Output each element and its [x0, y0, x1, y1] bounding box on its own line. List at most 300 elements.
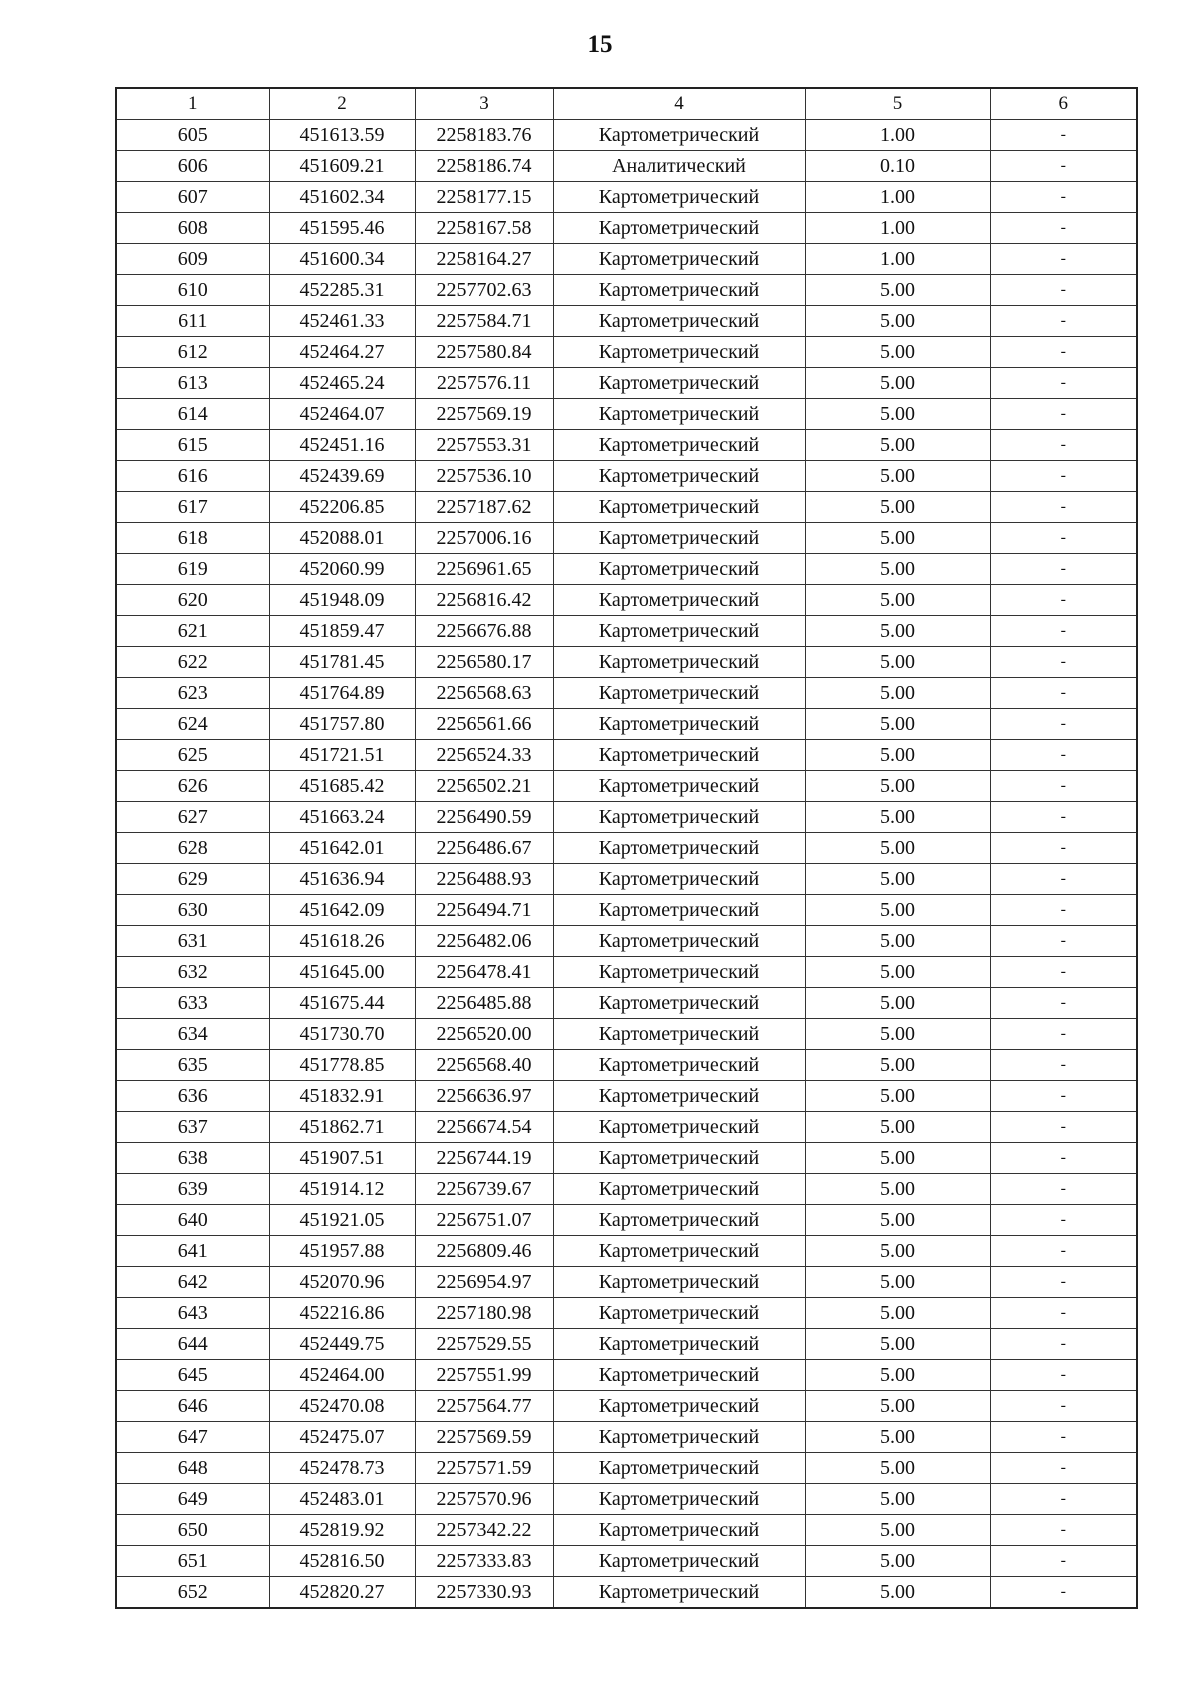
point-number-cell: 642 [116, 1267, 269, 1298]
table-row [116, 771, 1137, 802]
table-row [116, 523, 1137, 554]
note-cell: - [990, 926, 1137, 957]
table-row [116, 647, 1137, 678]
point-number-cell: 619 [116, 554, 269, 585]
method-cell: Картометрический [553, 1174, 805, 1205]
x-coordinate-cell: 451778.85 [269, 1050, 415, 1081]
table-row [116, 368, 1137, 399]
y-coordinate-cell: 2256580.17 [415, 647, 553, 678]
accuracy-cell: 5.00 [805, 616, 990, 647]
x-coordinate-cell: 452483.01 [269, 1484, 415, 1515]
method-cell: Картометрический [553, 1205, 805, 1236]
x-coordinate-cell: 451636.94 [269, 864, 415, 895]
x-coordinate-cell: 451957.88 [269, 1236, 415, 1267]
point-number-cell: 612 [116, 337, 269, 368]
method-cell: Картометрический [553, 1081, 805, 1112]
y-coordinate-cell: 2257569.59 [415, 1422, 553, 1453]
table-row [116, 1112, 1137, 1143]
x-coordinate-cell: 452206.85 [269, 492, 415, 523]
table-row [116, 678, 1137, 709]
accuracy-cell: 5.00 [805, 740, 990, 771]
accuracy-cell: 5.00 [805, 709, 990, 740]
note-cell: - [990, 1546, 1137, 1577]
y-coordinate-cell: 2256482.06 [415, 926, 553, 957]
method-cell: Картометрический [553, 1360, 805, 1391]
y-coordinate-cell: 2257580.84 [415, 337, 553, 368]
method-cell: Картометрический [553, 647, 805, 678]
method-cell: Картометрический [553, 1143, 805, 1174]
method-cell: Картометрический [553, 399, 805, 430]
table-row [116, 120, 1137, 151]
y-coordinate-cell: 2257006.16 [415, 523, 553, 554]
x-coordinate-cell: 452088.01 [269, 523, 415, 554]
method-cell: Картометрический [553, 709, 805, 740]
point-number-cell: 611 [116, 306, 269, 337]
point-number-cell: 637 [116, 1112, 269, 1143]
point-number-cell: 650 [116, 1515, 269, 1546]
x-coordinate-cell: 451757.80 [269, 709, 415, 740]
point-number-cell: 641 [116, 1236, 269, 1267]
method-cell: Картометрический [553, 337, 805, 368]
y-coordinate-cell: 2258164.27 [415, 244, 553, 275]
y-coordinate-cell: 2256568.40 [415, 1050, 553, 1081]
point-number-cell: 633 [116, 988, 269, 1019]
note-cell: - [990, 492, 1137, 523]
table-row [116, 492, 1137, 523]
x-coordinate-cell: 451721.51 [269, 740, 415, 771]
table-row [116, 1205, 1137, 1236]
point-number-cell: 618 [116, 523, 269, 554]
note-cell: - [990, 864, 1137, 895]
point-number-cell: 649 [116, 1484, 269, 1515]
accuracy-cell: 5.00 [805, 337, 990, 368]
point-number-cell: 614 [116, 399, 269, 430]
note-cell: - [990, 306, 1137, 337]
method-cell: Картометрический [553, 926, 805, 957]
accuracy-cell: 5.00 [805, 1484, 990, 1515]
x-coordinate-cell: 451602.34 [269, 182, 415, 213]
point-number-cell: 634 [116, 1019, 269, 1050]
note-cell: - [990, 1236, 1137, 1267]
y-coordinate-cell: 2256751.07 [415, 1205, 553, 1236]
note-cell: - [990, 740, 1137, 771]
point-number-cell: 647 [116, 1422, 269, 1453]
table-row [116, 213, 1137, 244]
table-row [116, 709, 1137, 740]
note-cell: - [990, 647, 1137, 678]
method-cell: Картометрический [553, 988, 805, 1019]
point-number-cell: 640 [116, 1205, 269, 1236]
x-coordinate-cell: 451948.09 [269, 585, 415, 616]
x-coordinate-cell: 451618.26 [269, 926, 415, 957]
method-cell: Картометрический [553, 1546, 805, 1577]
y-coordinate-cell: 2257551.99 [415, 1360, 553, 1391]
x-coordinate-cell: 451609.21 [269, 151, 415, 182]
y-coordinate-cell: 2257702.63 [415, 275, 553, 306]
y-coordinate-cell: 2257584.71 [415, 306, 553, 337]
table-row [116, 926, 1137, 957]
method-cell: Картометрический [553, 554, 805, 585]
method-cell: Картометрический [553, 492, 805, 523]
y-coordinate-cell: 2256494.71 [415, 895, 553, 926]
accuracy-cell: 5.00 [805, 895, 990, 926]
accuracy-cell: 5.00 [805, 988, 990, 1019]
note-cell: - [990, 1267, 1137, 1298]
accuracy-cell: 5.00 [805, 1298, 990, 1329]
note-cell: - [990, 957, 1137, 988]
table-row [116, 833, 1137, 864]
table-row [116, 1298, 1137, 1329]
point-number-cell: 651 [116, 1546, 269, 1577]
x-coordinate-cell: 452439.69 [269, 461, 415, 492]
point-number-cell: 609 [116, 244, 269, 275]
point-number-cell: 625 [116, 740, 269, 771]
header-col-6: 6 [990, 88, 1137, 120]
note-cell: - [990, 1112, 1137, 1143]
point-number-cell: 631 [116, 926, 269, 957]
accuracy-cell: 5.00 [805, 864, 990, 895]
method-cell: Картометрический [553, 895, 805, 926]
y-coordinate-cell: 2257569.19 [415, 399, 553, 430]
header-col-2: 2 [269, 88, 415, 120]
x-coordinate-cell: 452464.00 [269, 1360, 415, 1391]
x-coordinate-cell: 452465.24 [269, 368, 415, 399]
table-row [116, 957, 1137, 988]
accuracy-cell: 5.00 [805, 430, 990, 461]
accuracy-cell: 5.00 [805, 1577, 990, 1609]
method-cell: Картометрический [553, 1391, 805, 1422]
note-cell: - [990, 244, 1137, 275]
note-cell: - [990, 399, 1137, 430]
table-row [116, 802, 1137, 833]
x-coordinate-cell: 452478.73 [269, 1453, 415, 1484]
x-coordinate-cell: 452475.07 [269, 1422, 415, 1453]
accuracy-cell: 1.00 [805, 120, 990, 151]
method-cell: Картометрический [553, 802, 805, 833]
method-cell: Картометрический [553, 275, 805, 306]
note-cell: - [990, 368, 1137, 399]
table-row [116, 1019, 1137, 1050]
y-coordinate-cell: 2257529.55 [415, 1329, 553, 1360]
table-row [116, 1050, 1137, 1081]
table-row [116, 1360, 1137, 1391]
x-coordinate-cell: 451764.89 [269, 678, 415, 709]
y-coordinate-cell: 2256561.66 [415, 709, 553, 740]
point-number-cell: 644 [116, 1329, 269, 1360]
point-number-cell: 652 [116, 1577, 269, 1609]
method-cell: Картометрический [553, 1019, 805, 1050]
method-cell: Картометрический [553, 1453, 805, 1484]
x-coordinate-cell: 451914.12 [269, 1174, 415, 1205]
y-coordinate-cell: 2256568.63 [415, 678, 553, 709]
point-number-cell: 646 [116, 1391, 269, 1422]
table-row [116, 616, 1137, 647]
accuracy-cell: 5.00 [805, 1453, 990, 1484]
y-coordinate-cell: 2256502.21 [415, 771, 553, 802]
table-row [116, 1267, 1137, 1298]
method-cell: Картометрический [553, 616, 805, 647]
note-cell: - [990, 1205, 1137, 1236]
point-number-cell: 607 [116, 182, 269, 213]
x-coordinate-cell: 451642.09 [269, 895, 415, 926]
table-row [116, 244, 1137, 275]
method-cell: Картометрический [553, 244, 805, 275]
x-coordinate-cell: 451595.46 [269, 213, 415, 244]
table-row [116, 988, 1137, 1019]
point-number-cell: 628 [116, 833, 269, 864]
note-cell: - [990, 213, 1137, 244]
accuracy-cell: 5.00 [805, 554, 990, 585]
point-number-cell: 617 [116, 492, 269, 523]
table-row [116, 306, 1137, 337]
y-coordinate-cell: 2258177.15 [415, 182, 553, 213]
point-number-cell: 643 [116, 1298, 269, 1329]
method-cell: Картометрический [553, 957, 805, 988]
x-coordinate-cell: 451663.24 [269, 802, 415, 833]
y-coordinate-cell: 2257571.59 [415, 1453, 553, 1484]
table-row [116, 1577, 1137, 1609]
accuracy-cell: 5.00 [805, 368, 990, 399]
point-number-cell: 639 [116, 1174, 269, 1205]
accuracy-cell: 5.00 [805, 1546, 990, 1577]
method-cell: Картометрический [553, 368, 805, 399]
point-number-cell: 605 [116, 120, 269, 151]
point-number-cell: 615 [116, 430, 269, 461]
table-header [116, 88, 1137, 120]
note-cell: - [990, 1081, 1137, 1112]
method-cell: Картометрический [553, 1112, 805, 1143]
table-row [116, 1515, 1137, 1546]
point-number-cell: 610 [116, 275, 269, 306]
method-cell: Картометрический [553, 585, 805, 616]
accuracy-cell: 1.00 [805, 213, 990, 244]
y-coordinate-cell: 2257553.31 [415, 430, 553, 461]
note-cell: - [990, 1515, 1137, 1546]
table-row [116, 1484, 1137, 1515]
accuracy-cell: 5.00 [805, 678, 990, 709]
header-col-1: 1 [116, 88, 269, 120]
y-coordinate-cell: 2257342.22 [415, 1515, 553, 1546]
method-cell: Картометрический [553, 1329, 805, 1360]
table-row [116, 1329, 1137, 1360]
y-coordinate-cell: 2257576.11 [415, 368, 553, 399]
note-cell: - [990, 988, 1137, 1019]
accuracy-cell: 5.00 [805, 523, 990, 554]
accuracy-cell: 5.00 [805, 275, 990, 306]
accuracy-cell: 5.00 [805, 771, 990, 802]
y-coordinate-cell: 2258167.58 [415, 213, 553, 244]
accuracy-cell: 5.00 [805, 1422, 990, 1453]
method-cell: Картометрический [553, 1422, 805, 1453]
table-row [116, 1391, 1137, 1422]
x-coordinate-cell: 451600.34 [269, 244, 415, 275]
method-cell: Картометрический [553, 678, 805, 709]
x-coordinate-cell: 451921.05 [269, 1205, 415, 1236]
y-coordinate-cell: 2258183.76 [415, 120, 553, 151]
accuracy-cell: 5.00 [805, 1050, 990, 1081]
table-row [116, 895, 1137, 926]
note-cell: - [990, 616, 1137, 647]
table-row [116, 740, 1137, 771]
x-coordinate-cell: 451832.91 [269, 1081, 415, 1112]
y-coordinate-cell: 2256485.88 [415, 988, 553, 1019]
x-coordinate-cell: 451730.70 [269, 1019, 415, 1050]
accuracy-cell: 5.00 [805, 1391, 990, 1422]
point-number-cell: 645 [116, 1360, 269, 1391]
y-coordinate-cell: 2256739.67 [415, 1174, 553, 1205]
point-number-cell: 608 [116, 213, 269, 244]
note-cell: - [990, 1143, 1137, 1174]
point-number-cell: 606 [116, 151, 269, 182]
header-col-4: 4 [553, 88, 805, 120]
table-row [116, 554, 1137, 585]
accuracy-cell: 5.00 [805, 1205, 990, 1236]
x-coordinate-cell: 452060.99 [269, 554, 415, 585]
note-cell: - [990, 1360, 1137, 1391]
x-coordinate-cell: 452816.50 [269, 1546, 415, 1577]
y-coordinate-cell: 2257333.83 [415, 1546, 553, 1577]
point-number-cell: 638 [116, 1143, 269, 1174]
accuracy-cell: 5.00 [805, 492, 990, 523]
point-number-cell: 613 [116, 368, 269, 399]
accuracy-cell: 5.00 [805, 1329, 990, 1360]
x-coordinate-cell: 451907.51 [269, 1143, 415, 1174]
x-coordinate-cell: 451645.00 [269, 957, 415, 988]
accuracy-cell: 5.00 [805, 1112, 990, 1143]
note-cell: - [990, 275, 1137, 306]
method-cell: Картометрический [553, 1050, 805, 1081]
point-number-cell: 624 [116, 709, 269, 740]
y-coordinate-cell: 2256744.19 [415, 1143, 553, 1174]
table-row [116, 864, 1137, 895]
note-cell: - [990, 1484, 1137, 1515]
y-coordinate-cell: 2256809.46 [415, 1236, 553, 1267]
note-cell: - [990, 833, 1137, 864]
method-cell: Картометрический [553, 461, 805, 492]
method-cell: Картометрический [553, 182, 805, 213]
note-cell: - [990, 1577, 1137, 1609]
x-coordinate-cell: 451675.44 [269, 988, 415, 1019]
y-coordinate-cell: 2256524.33 [415, 740, 553, 771]
point-number-cell: 626 [116, 771, 269, 802]
x-coordinate-cell: 451685.42 [269, 771, 415, 802]
y-coordinate-cell: 2256674.54 [415, 1112, 553, 1143]
accuracy-cell: 5.00 [805, 926, 990, 957]
y-coordinate-cell: 2257536.10 [415, 461, 553, 492]
point-number-cell: 622 [116, 647, 269, 678]
accuracy-cell: 5.00 [805, 1143, 990, 1174]
note-cell: - [990, 1298, 1137, 1329]
method-cell: Аналитический [553, 151, 805, 182]
x-coordinate-cell: 452819.92 [269, 1515, 415, 1546]
accuracy-cell: 5.00 [805, 1236, 990, 1267]
point-number-cell: 627 [116, 802, 269, 833]
point-number-cell: 629 [116, 864, 269, 895]
method-cell: Картометрический [553, 833, 805, 864]
y-coordinate-cell: 2256954.97 [415, 1267, 553, 1298]
method-cell: Картометрический [553, 1484, 805, 1515]
accuracy-cell: 1.00 [805, 244, 990, 275]
x-coordinate-cell: 451859.47 [269, 616, 415, 647]
accuracy-cell: 5.00 [805, 399, 990, 430]
point-number-cell: 632 [116, 957, 269, 988]
note-cell: - [990, 585, 1137, 616]
y-coordinate-cell: 2256636.97 [415, 1081, 553, 1112]
table-row [116, 1174, 1137, 1205]
y-coordinate-cell: 2256961.65 [415, 554, 553, 585]
method-cell: Картометрический [553, 864, 805, 895]
table-row [116, 1453, 1137, 1484]
method-cell: Картометрический [553, 1515, 805, 1546]
method-cell: Картометрический [553, 1577, 805, 1609]
method-cell: Картометрический [553, 213, 805, 244]
point-number-cell: 635 [116, 1050, 269, 1081]
table-body [116, 120, 1137, 1609]
accuracy-cell: 5.00 [805, 306, 990, 337]
note-cell: - [990, 151, 1137, 182]
point-number-cell: 620 [116, 585, 269, 616]
y-coordinate-cell: 2257180.98 [415, 1298, 553, 1329]
table-row [116, 151, 1137, 182]
note-cell: - [990, 1453, 1137, 1484]
y-coordinate-cell: 2257564.77 [415, 1391, 553, 1422]
x-coordinate-cell: 452820.27 [269, 1577, 415, 1609]
point-number-cell: 648 [116, 1453, 269, 1484]
table-row [116, 1143, 1137, 1174]
y-coordinate-cell: 2256816.42 [415, 585, 553, 616]
point-number-cell: 621 [116, 616, 269, 647]
accuracy-cell: 5.00 [805, 1019, 990, 1050]
method-cell: Картометрический [553, 120, 805, 151]
note-cell: - [990, 554, 1137, 585]
note-cell: - [990, 802, 1137, 833]
table-row [116, 461, 1137, 492]
table-row [116, 1236, 1137, 1267]
point-number-cell: 623 [116, 678, 269, 709]
point-number-cell: 636 [116, 1081, 269, 1112]
x-coordinate-cell: 451613.59 [269, 120, 415, 151]
accuracy-cell: 5.00 [805, 802, 990, 833]
accuracy-cell: 5.00 [805, 1515, 990, 1546]
note-cell: - [990, 1391, 1137, 1422]
x-coordinate-cell: 452216.86 [269, 1298, 415, 1329]
note-cell: - [990, 1174, 1137, 1205]
method-cell: Картометрический [553, 430, 805, 461]
header-col-5: 5 [805, 88, 990, 120]
note-cell: - [990, 337, 1137, 368]
accuracy-cell: 5.00 [805, 461, 990, 492]
y-coordinate-cell: 2256676.88 [415, 616, 553, 647]
x-coordinate-cell: 452449.75 [269, 1329, 415, 1360]
x-coordinate-cell: 452470.08 [269, 1391, 415, 1422]
method-cell: Картометрический [553, 1298, 805, 1329]
table-row [116, 182, 1137, 213]
note-cell: - [990, 1422, 1137, 1453]
note-cell: - [990, 182, 1137, 213]
x-coordinate-cell: 452461.33 [269, 306, 415, 337]
point-number-cell: 616 [116, 461, 269, 492]
accuracy-cell: 0.10 [805, 151, 990, 182]
table-row [116, 337, 1137, 368]
accuracy-cell: 1.00 [805, 182, 990, 213]
note-cell: - [990, 1019, 1137, 1050]
coordinates-table [115, 87, 1138, 1609]
y-coordinate-cell: 2258186.74 [415, 151, 553, 182]
accuracy-cell: 5.00 [805, 1174, 990, 1205]
method-cell: Картометрический [553, 1267, 805, 1298]
x-coordinate-cell: 452285.31 [269, 275, 415, 306]
table-row [116, 275, 1137, 306]
